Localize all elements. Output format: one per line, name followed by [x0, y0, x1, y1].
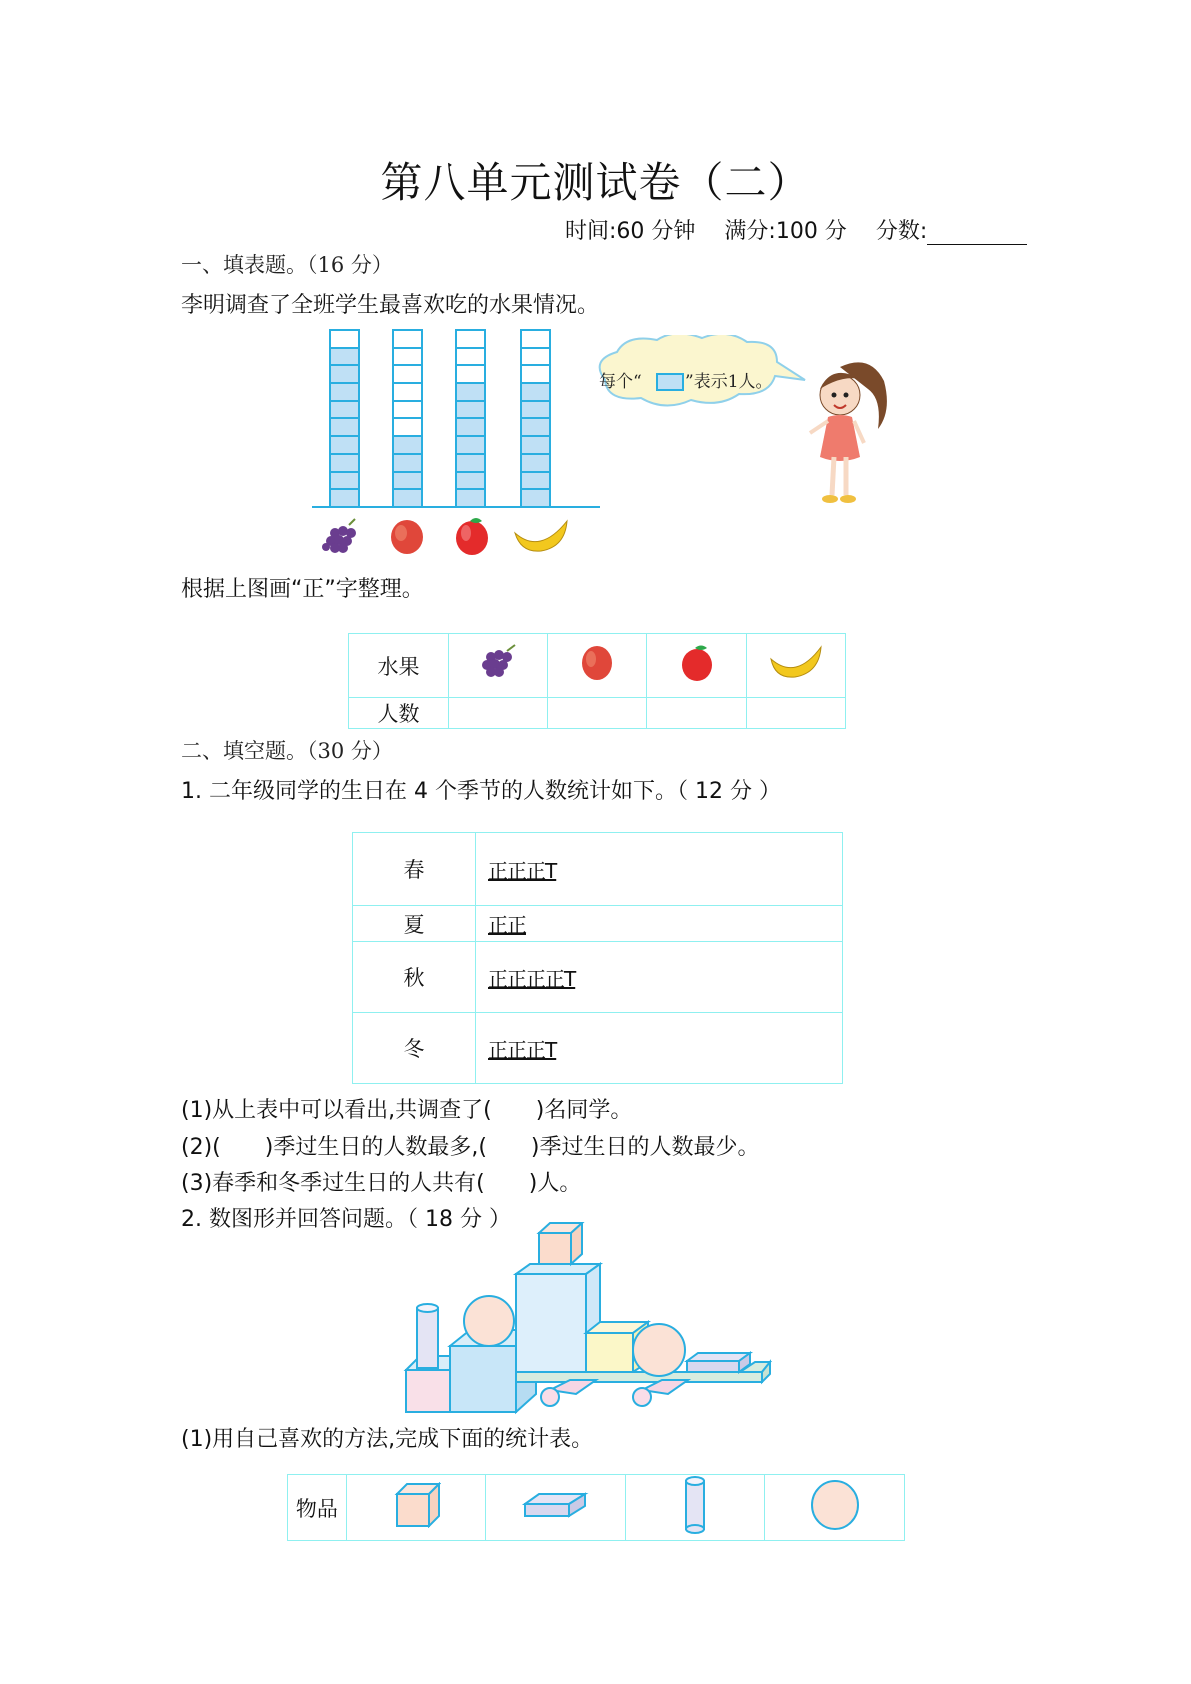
unit-square-icon [657, 374, 683, 390]
cuboid-icon [521, 1490, 591, 1520]
apple-icon [677, 643, 717, 683]
banana-icon [515, 521, 567, 551]
exam-info [565, 214, 1049, 245]
cuboid-cell [486, 1475, 626, 1541]
count-label: 人数 [349, 698, 449, 729]
section1-intro: 李明调查了全班学生最喜欢吃的水果情况。 [181, 293, 600, 318]
season-label: 夏 [353, 906, 476, 942]
peach-icon [577, 643, 617, 683]
bubble-text: 每个“ [599, 372, 642, 392]
q1-title: 1. 二年级同学的生日在 4 个季节的人数统计如下。（ 12 分 ） [181, 779, 781, 804]
season-tally: 正正 [476, 906, 843, 942]
season-tally: 正正正正T [476, 942, 843, 1013]
fruit-cell-banana [746, 634, 845, 698]
season-tally-table [352, 832, 843, 1084]
time-limit: 时间:60 分钟 [565, 219, 696, 244]
full-score: 满分:100 分 [724, 219, 847, 244]
season-label: 秋 [353, 942, 476, 1013]
grape-icon [473, 643, 523, 683]
grape-icon [322, 519, 356, 553]
season-label: 冬 [353, 1013, 476, 1084]
score-label: 分数: [875, 219, 928, 244]
count-input-banana[interactable] [746, 698, 845, 729]
bar-apple [455, 329, 486, 508]
count-input-apple[interactable] [647, 698, 746, 729]
chart-baseline [312, 506, 600, 508]
cylinder-cell [626, 1475, 765, 1541]
section2-heading: 二、填空题。（30 分） [181, 739, 393, 763]
section1-heading: 一、填表题。（16 分） [181, 253, 393, 277]
score-blank[interactable] [927, 222, 1027, 245]
shape-count-table [287, 1474, 905, 1541]
q2-sub1: (1)用自己喜欢的方法,完成下面的统计表。 [181, 1427, 594, 1452]
speech-bubble [585, 335, 815, 430]
count-input-peach[interactable] [548, 698, 647, 729]
bar-peach [392, 329, 423, 508]
fruit-label: 水果 [349, 634, 449, 698]
peach-icon [391, 520, 423, 554]
objects-label: 物品 [288, 1475, 347, 1541]
count-input-grape[interactable] [448, 698, 547, 729]
q2-title: 2. 数图形并回答问题。（ 18 分 ） [181, 1207, 511, 1232]
fruit-tally-table [348, 633, 846, 729]
q1-sub1: (1)从上表中可以看出,共调查了( )名同学。 [181, 1098, 633, 1123]
q1-sub3: (3)春季和冬季过生日的人共有( )人。 [181, 1171, 582, 1196]
season-tally: 正正正T [476, 1013, 843, 1084]
cube-icon [391, 1482, 441, 1528]
season-tally: 正正正T [476, 833, 843, 906]
season-label: 春 [353, 833, 476, 906]
girl-illustration [800, 355, 890, 510]
cylinder-icon [683, 1475, 707, 1535]
svg-text:”表示1人。: ”表示1人。 [685, 372, 773, 392]
cube-cell [346, 1475, 486, 1541]
fruit-cell-apple [647, 634, 746, 698]
sphere-icon [809, 1479, 861, 1531]
tally-instruction: 根据上图画“正”字整理。 [181, 577, 424, 602]
shapes-illustration [400, 1222, 800, 1417]
fruit-cell-peach [548, 634, 647, 698]
fruit-icons-row [315, 515, 595, 557]
page-title: 第八单元测试卷（二） [380, 158, 811, 207]
apple-icon [456, 518, 488, 555]
sphere-cell [765, 1475, 905, 1541]
fruit-cell-grape [448, 634, 547, 698]
banana-icon [769, 643, 823, 683]
bar-banana [520, 329, 551, 508]
q1-sub2: (2)( )季过生日的人数最多,( )季过生日的人数最少。 [181, 1135, 760, 1160]
bar-grape [329, 329, 360, 508]
fruit-bar-chart [0, 0, 1, 1]
